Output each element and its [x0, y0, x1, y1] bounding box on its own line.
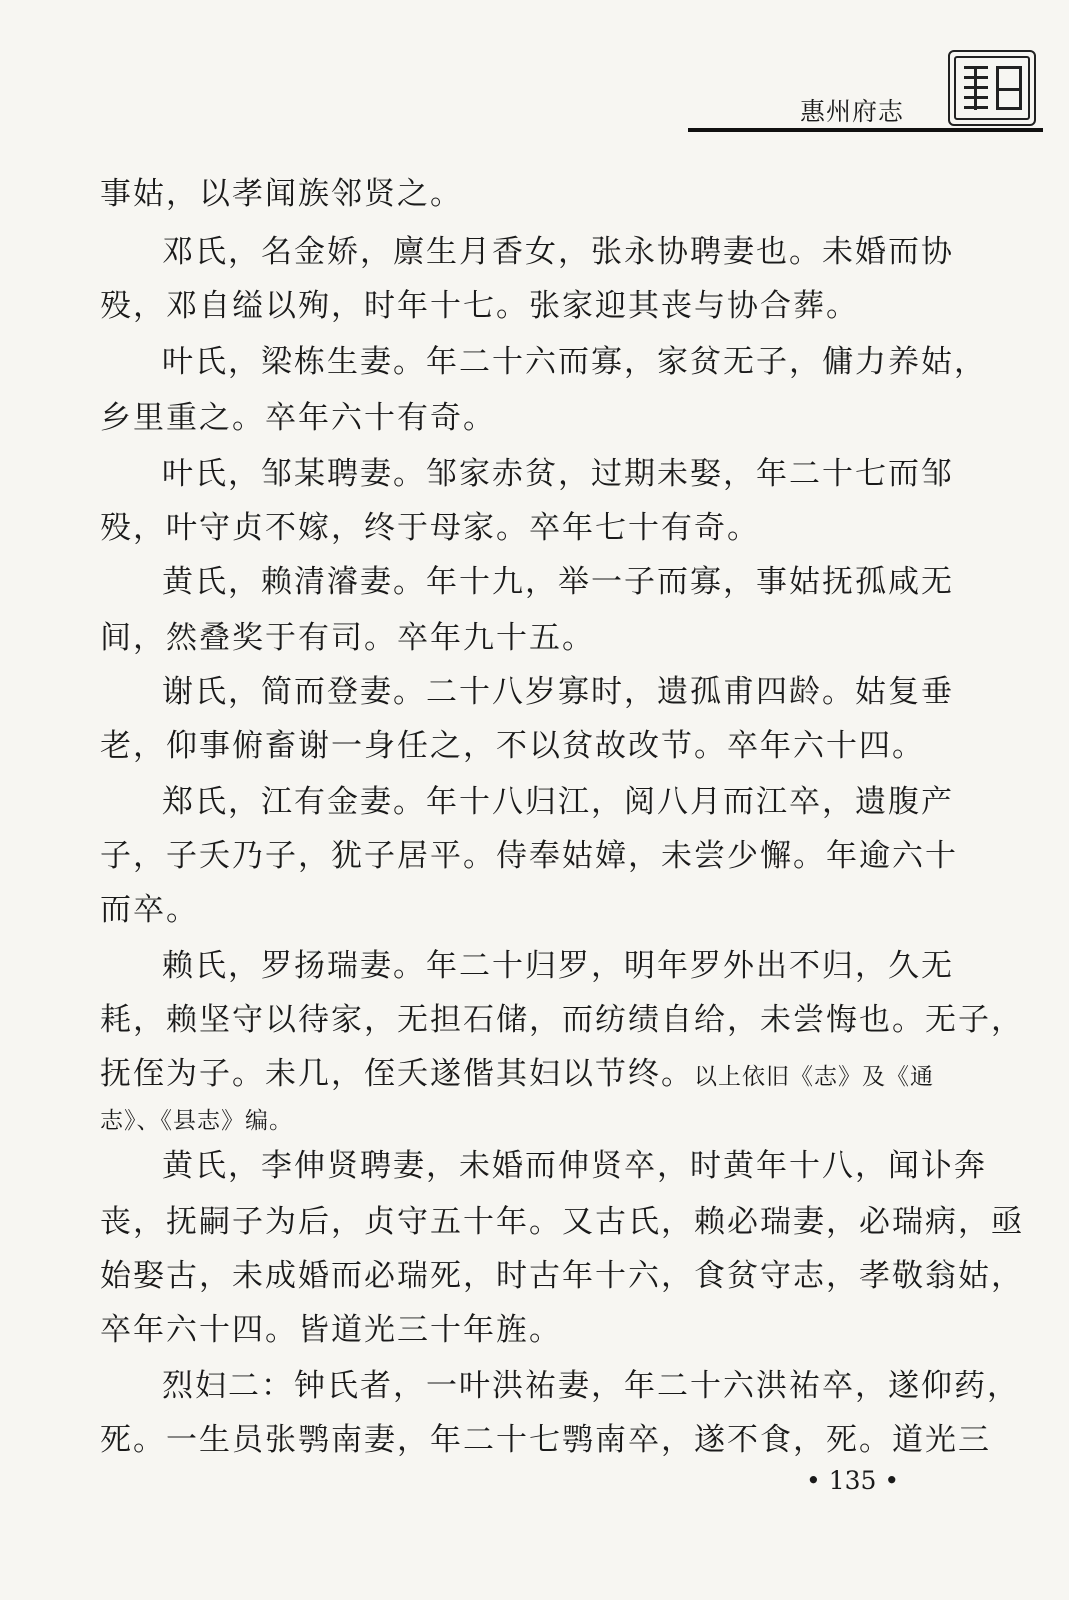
page-number: • 135 •	[806, 1466, 900, 1495]
seal-logo	[948, 50, 1036, 126]
text-line: 烈妇二：钟氏者，一叶洪祐妻，年二十六洪祐卒，遂仰药，	[162, 1368, 1020, 1404]
source-note-line: 志》、《县志》编。	[100, 1108, 293, 1134]
text-line: 谢氏，简而登妻。二十八岁寡时，遗孤甫四龄。姑复垂	[162, 674, 954, 710]
text-line: 事姑，以孝闻族邻贤之。	[100, 176, 463, 212]
text-line: 郑氏，江有金妻。年十八归江，阅八月而江卒，遗腹产	[162, 784, 954, 820]
text-line: 叶氏，梁栋生妻。年二十六而寡，家贫无子，傭力养姑，	[162, 344, 987, 380]
header-rule	[688, 128, 1043, 132]
text-line: 耗，赖坚守以待家，无担石储，而纺绩自给，未尝悔也。无子，	[100, 1002, 1024, 1038]
text-line: 卒年六十四。皆道光三十年旌。	[100, 1312, 562, 1348]
text-line: 殁，邓自缢以殉，时年十七。张家迎其丧与协合葬。	[100, 288, 859, 324]
text-line: 邓氏，名金娇，廪生月香女，张永协聘妻也。未婚而协	[162, 234, 954, 270]
header-title: 惠州府志	[800, 97, 905, 126]
text-line: 丧，抚嗣子为后，贞守五十年。又古氏，赖必瑞妻，必瑞病，亟	[100, 1204, 1024, 1240]
text-line: 始娶古，未成婚而必瑞死，时古年十六，食贫守志，孝敬翁姑，	[100, 1258, 1024, 1294]
text-main: 抚侄为子。未几，侄夭遂偕其妇以节终。	[100, 1056, 694, 1092]
text-line: 老，仰事俯畜谢一身任之，不以贫故改节。卒年六十四。	[100, 728, 925, 764]
text-line: 死。一生员张鹗南妻，年二十七鹗南卒，遂不食，死。道光三	[100, 1422, 991, 1458]
text-line: 赖氏，罗扬瑞妻。年二十归罗，明年罗外出不归，久无	[162, 948, 954, 984]
text-line: 乡里重之。卒年六十有奇。	[100, 400, 496, 436]
text-line: 子，子夭乃子，犹子居平。侍奉姑嫜，未尝少懈。年逾六十	[100, 838, 958, 874]
text-line: 黄氏，赖清濬妻。年十九，举一子而寡，事姑抚孤咸无	[162, 564, 954, 600]
text-line	[100, 1048, 934, 1093]
text-line: 叶氏，邹某聘妻。邹家赤贫，过期未娶，年二十七而邹	[162, 456, 954, 492]
text-line: 而卒。	[100, 892, 199, 928]
text-line: 间，然叠奖于有司。卒年九十五。	[100, 620, 595, 656]
text-line: 黄氏，李伸贤聘妻，未婚而伸贤卒，时黄年十八，闻讣奔	[162, 1148, 987, 1184]
source-note: 以上依旧《志》及《通	[694, 1064, 934, 1090]
text-line: 殁，叶守贞不嫁，终于母家。卒年七十有奇。	[100, 510, 760, 546]
